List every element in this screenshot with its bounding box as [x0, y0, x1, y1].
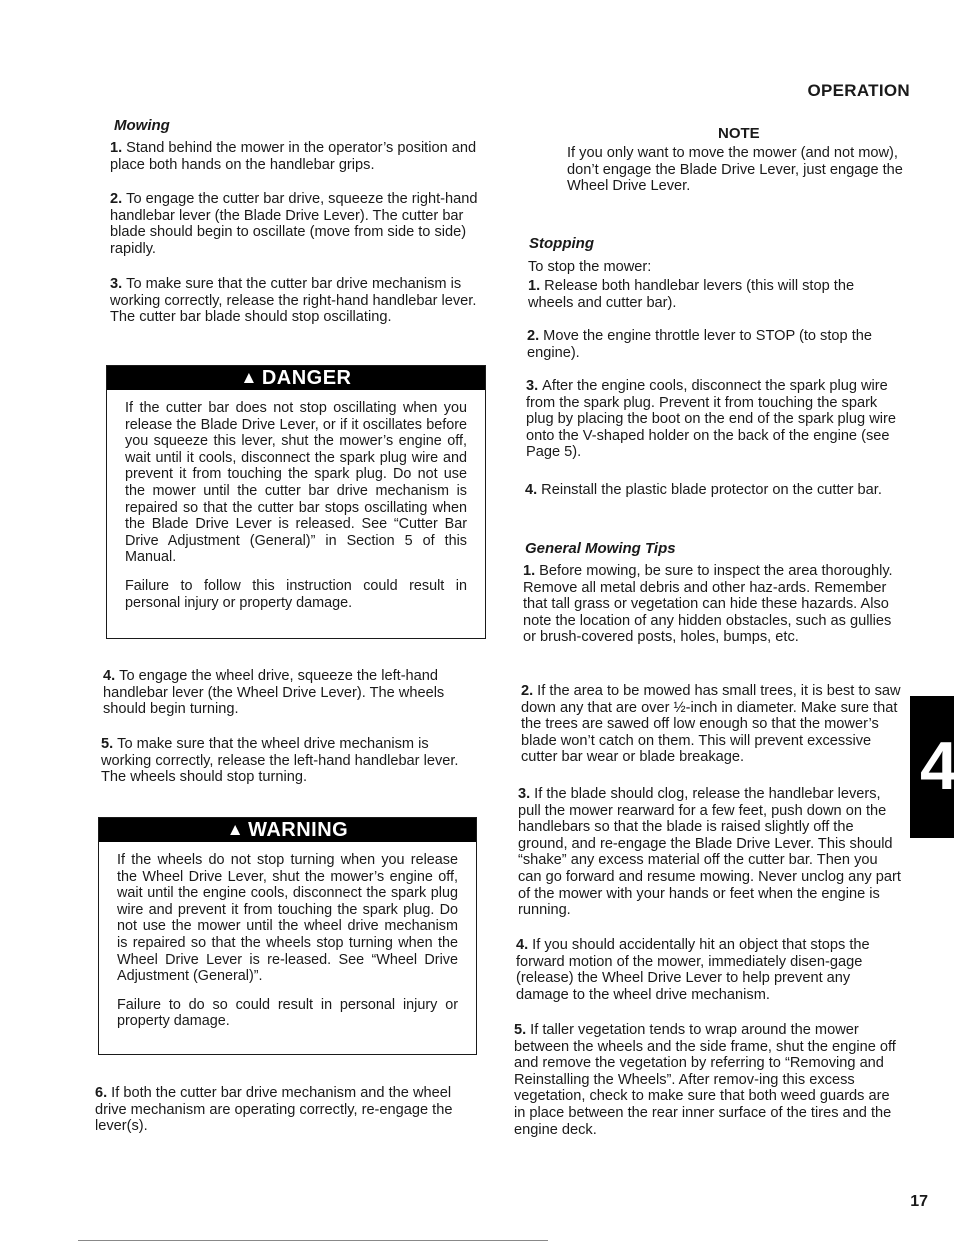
stopping-step-4	[525, 482, 897, 499]
tip-3	[518, 786, 903, 919]
warning-triangle-icon: ▲	[226, 820, 245, 839]
warning-body	[99, 842, 476, 1030]
step-number: 3.	[110, 276, 123, 292]
danger-text: If the cutter bar does not stop oscillating when you release the Blade Drive Lever, or if it oscillates before you squeeze this lever, shut the mower’s engine off, wait until it cools, disconnect the spark plug wire and prevent it from touching the spark plug. Do not use the mower until the cutter bar drive mechanism is repaired so that the cutter bar stops oscillating when the Blade Drive Lever is released. See “Cutter Bar Drive Adjustment (General)” in Section 5 of this Manual.	[125, 400, 467, 566]
tip-4	[516, 937, 894, 1003]
step-text: To engage the cutter bar drive, squeeze the right-hand handlebar lever (the Blade Drive Lever). The cutter bar blade should begin to oscillate (move from side to side) rapidly.	[110, 191, 478, 257]
step-number: 4.	[525, 482, 538, 498]
stopping-intro: To stop the mower:	[528, 259, 652, 275]
step-text: To engage the wheel drive, squeeze the left-hand handlebar lever (the Wheel Drive Lever). The wheels should begin turning.	[103, 668, 445, 718]
step-text: Before mowing, be sure to inspect the area thoroughly. Remove all metal debris and other haz-ards. Remember that tall grass or vegetation can hide these hazards. Also note the location of any hidden obstacles, such as gullies or brush-covered posts, holes, bumps, etc.	[523, 563, 893, 646]
stopping-step-3	[526, 378, 902, 461]
step-number: 1.	[110, 140, 123, 156]
danger-consequence: Failure to follow this instruction could result in personal injury or property damage.	[125, 577, 467, 611]
mowing-step-6	[95, 1085, 465, 1135]
warning-consequence: Failure to do so could result in personal injury or property damage.	[117, 996, 458, 1030]
warning-text: If the wheels do not stop turning when you release the Wheel Drive Lever, shut the mower’s engine off, wait until the engine cools, disconnect the spark plug wire and prevent it from touching the spark plug. Do not use the mower until the wheel drive mechanism is repaired so that the wheels stop turning when the Wheel Drive Lever is re-leased. See “Wheel Drive Adjustment (General)”.	[117, 852, 458, 985]
footer-line	[78, 1240, 548, 1241]
step-text: If both the cutter bar drive mechanism and the wheel drive mechanism are operating correctly, re-engage the lever(s).	[95, 1085, 453, 1135]
step-text: If the area to be mowed has small trees, it is best to saw down any that are over ½-inch in diameter. Make sure that the trees are sawed off low enough so that the mower’s blade won’t catch on them. This will prevent excessive cutter bar wear or blade breakage.	[521, 683, 901, 766]
step-text: To make sure that the cutter bar drive mechanism is working correctly, release the right-hand handlebar lever. The cutter bar blade should stop oscillating.	[110, 276, 477, 326]
tip-2	[521, 683, 903, 766]
stopping-heading: Stopping	[529, 235, 594, 252]
warning-triangle-icon: ▲	[240, 368, 258, 387]
section-tab	[910, 696, 958, 838]
step-number: 2.	[110, 191, 123, 207]
tip-1	[523, 563, 903, 646]
warning-label: WARNING	[248, 819, 349, 841]
warning-box	[98, 817, 477, 1055]
step-number: 1.	[523, 563, 536, 579]
page-number: 17	[910, 1193, 928, 1210]
step-number: 4.	[103, 668, 116, 684]
step-number: 2.	[527, 328, 540, 344]
step-number: 3.	[526, 378, 539, 394]
step-text: If you should accidentally hit an object that stops the forward motion of the mower, immediately disen-gage (release) the Wheel Drive Lever to help prevent any damage to the wheel drive mechanism.	[516, 937, 870, 1003]
stopping-step-2	[527, 328, 899, 361]
step-text: Release both handlebar levers (this will stop the wheels and cutter bar).	[528, 278, 855, 311]
mowing-step-4	[103, 668, 475, 718]
mowing-step-5	[101, 736, 473, 786]
section-tab-number: 4	[920, 728, 958, 804]
warning-header	[99, 818, 476, 842]
danger-label: DANGER	[261, 367, 352, 389]
step-number: 4.	[516, 937, 529, 953]
stopping-step-1	[528, 278, 900, 311]
mowing-step-2	[110, 191, 490, 257]
step-text: To make sure that the wheel drive mechanism is working correctly, release the left-hand handlebar lever. The wheels should stop turning.	[101, 736, 459, 786]
step-number: 3.	[518, 786, 531, 802]
mowing-heading: Mowing	[114, 117, 170, 134]
tips-heading: General Mowing Tips	[525, 540, 676, 557]
danger-body	[107, 390, 485, 611]
step-number: 2.	[521, 683, 534, 699]
danger-header	[107, 366, 485, 390]
step-text: After the engine cools, disconnect the spark plug wire from the spark plug. Prevent it from touching the spark plug by placing the boot on the end of the spark plug wire onto the V-shaped holder on the back of the engine (see Page 5).	[526, 378, 896, 461]
mowing-step-3	[110, 276, 490, 326]
note-text: If you only want to move the mower (and not mow), don’t engage the Blade Drive Lever, just engage the Wheel Drive Lever.	[567, 145, 903, 195]
step-number: 5.	[514, 1022, 527, 1038]
mowing-step-1	[110, 140, 490, 173]
note-title: NOTE	[718, 125, 760, 142]
step-number: 5.	[101, 736, 114, 752]
step-text: Move the engine throttle lever to STOP (to stop the engine).	[527, 328, 872, 361]
step-text: Reinstall the plastic blade protector on the cutter bar.	[541, 482, 882, 498]
tip-5	[514, 1022, 899, 1138]
danger-box	[106, 365, 486, 639]
step-number: 6.	[95, 1085, 108, 1101]
step-text: If the blade should clog, release the handlebar levers, pull the mower rearward for a few feet, push down on the handlebars so that the blade is raised slightly off the ground, and re-engage the Blade Drive Lever. This should “shake” any excess material off the cutter bar. Then you can go forward and resume mowing. Never unclog any part of the mower with your hands or feet when the engine is running.	[518, 786, 901, 919]
step-text: If taller vegetation tends to wrap around the mower between the wheels and the side frame, shut the engine off and remove the vegetation by referring to “Removing and Reinstalling the Wheels”. After remov-ing this excess vegetation, check to make sure that both weed guards are in place between the rear inner surface of the tires and the engine deck.	[514, 1022, 896, 1138]
step-number: 1.	[528, 278, 541, 294]
section-header: OPERATION	[807, 81, 910, 100]
step-text: Stand behind the mower in the operator’s position and place both hands on the handlebar grips.	[110, 140, 477, 173]
